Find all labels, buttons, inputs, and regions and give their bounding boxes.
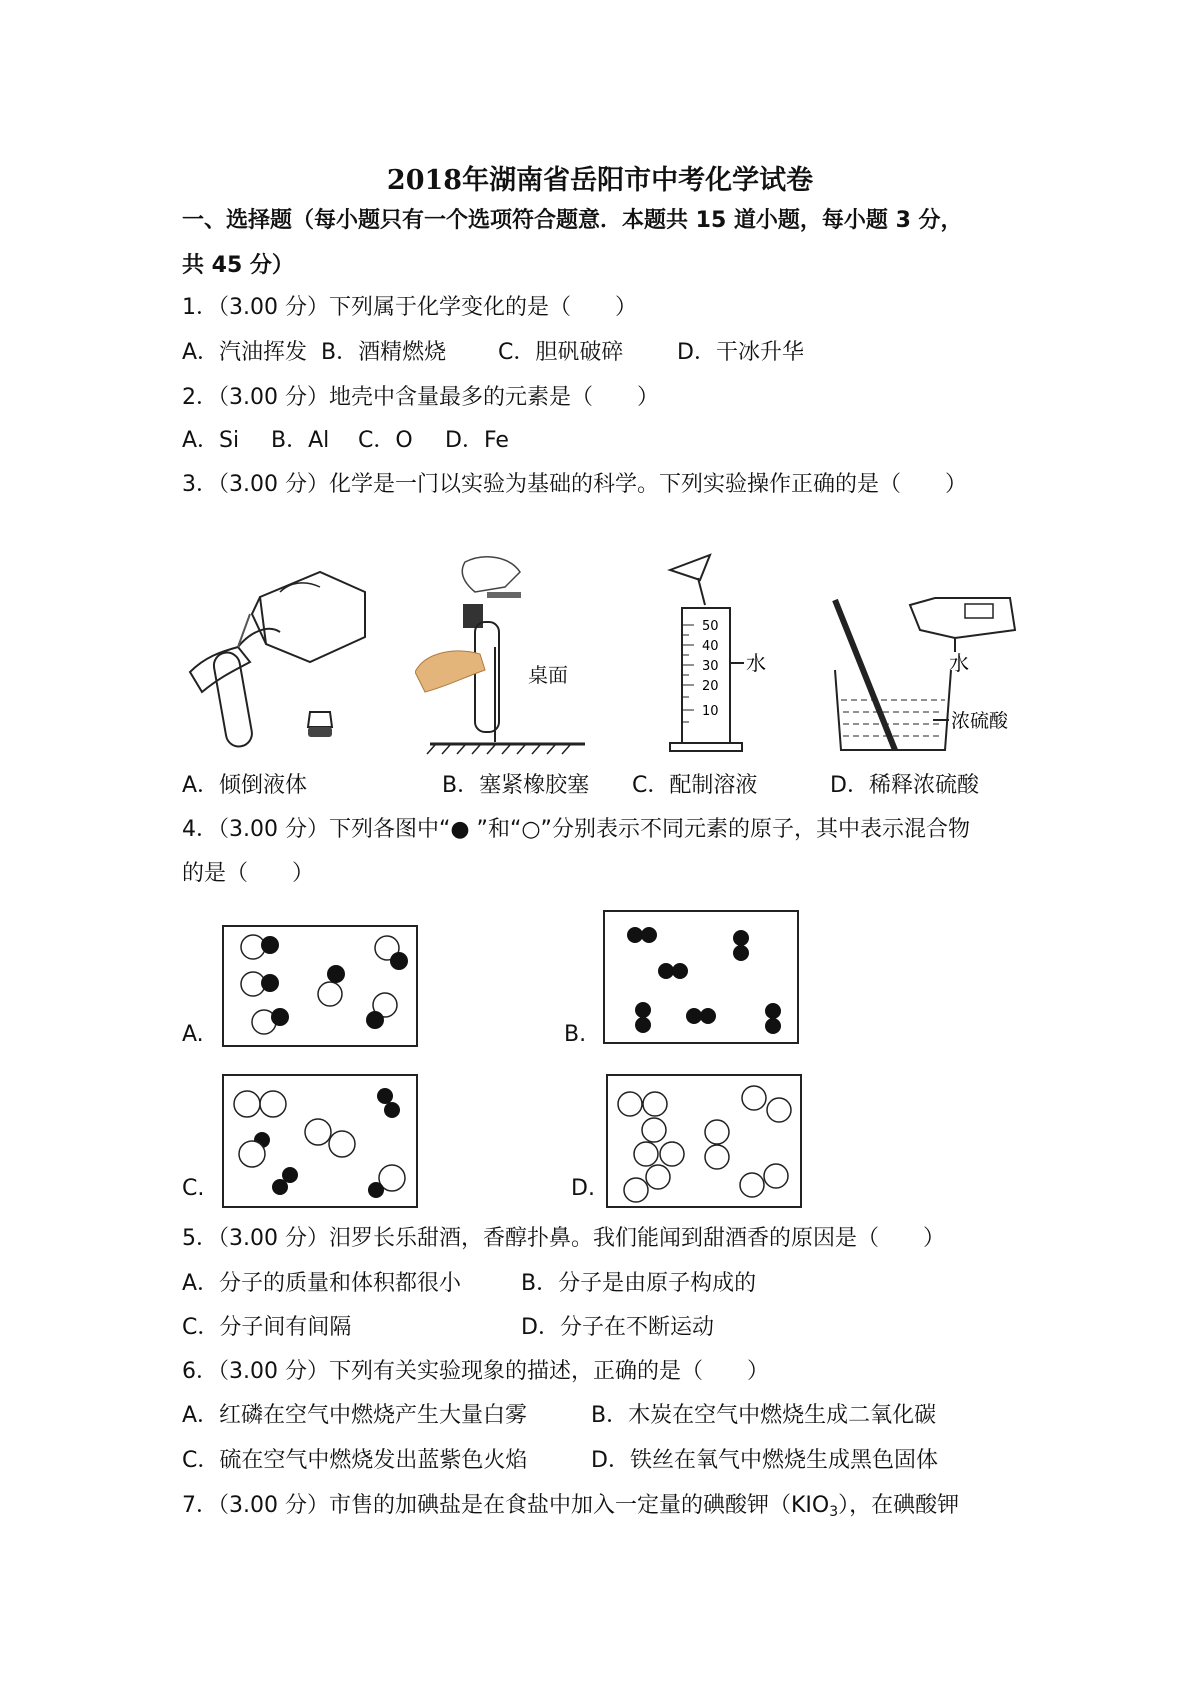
- q3-option-a[interactable]: A．倾倒液体: [182, 773, 308, 798]
- q7-stem-tail: ），在碘酸钾: [838, 1493, 960, 1518]
- q2-option-d[interactable]: D．Fe: [445, 428, 509, 453]
- q6-option-b[interactable]: B．木炭在空气中燃烧生成二氧化碳: [591, 1403, 937, 1428]
- q7-subscript: 3: [829, 1504, 839, 1520]
- q4-option-b[interactable]: B.: [564, 1022, 587, 1047]
- q6-stem: 6．（3.00 分）下列有关实验现象的描述，正确的是（ ）: [182, 1359, 769, 1384]
- q1-option-d[interactable]: D．干冰升华: [677, 340, 804, 365]
- figure-insert-stopper: [415, 552, 595, 757]
- q6-options-row2: [182, 1443, 938, 1474]
- q2-option-b[interactable]: B．Al: [271, 428, 330, 453]
- q3-option-b[interactable]: B．塞紧橡胶塞: [442, 773, 590, 798]
- q2-option-c[interactable]: C．O: [358, 428, 413, 453]
- q6-option-d[interactable]: D．铁丝在氧气中燃烧生成黑色固体: [591, 1448, 938, 1473]
- q6-options-row1: [182, 1398, 936, 1429]
- q1-option-a[interactable]: A．汽油挥发: [182, 340, 308, 365]
- q7-stem: [182, 1488, 959, 1520]
- q3-option-c[interactable]: C．配制溶液: [632, 773, 758, 798]
- molecule-box-c: [222, 1074, 418, 1208]
- tick-30: 30: [702, 659, 719, 674]
- q2-options: [182, 423, 509, 454]
- q5-option-c[interactable]: C．分子间有间隔: [182, 1315, 352, 1340]
- q4-option-d[interactable]: D.: [571, 1176, 595, 1201]
- tick-40: 40: [702, 639, 719, 654]
- q2-option-a[interactable]: A．Si: [182, 428, 240, 453]
- q5-option-d[interactable]: D．分子在不断运动: [521, 1315, 714, 1340]
- label-concentrated-acid: 浓硫酸: [951, 710, 1009, 732]
- section-heading-line1: 一、选择题（每小题只有一个选项符合题意．本题共 15 道小题，每小题 3 分，: [182, 208, 963, 233]
- tick-50: 50: [702, 619, 719, 634]
- figure-pour-liquid: [180, 552, 370, 757]
- q2-stem: 2．（3.00 分）地壳中含量最多的元素是（ ）: [182, 385, 659, 410]
- page-title: 2018年湖南省岳阳市中考化学试卷: [386, 165, 814, 196]
- figure-measuring-cylinder: [660, 550, 800, 760]
- figure-dilute-acid: [825, 590, 1025, 760]
- section-heading-line2: 共 45 分）: [182, 253, 294, 278]
- q5-option-b[interactable]: B．分子是由原子构成的: [521, 1271, 757, 1296]
- q6-option-a[interactable]: A．红磷在空气中燃烧产生大量白雾: [182, 1403, 528, 1428]
- q1-option-b[interactable]: B．酒精燃烧: [321, 340, 447, 365]
- q4-option-a[interactable]: A.: [182, 1022, 204, 1047]
- molecule-box-b: [603, 910, 799, 1044]
- q7-stem-main: 7．（3.00 分）市售的加碘盐是在食盐中加入一定量的碘酸钾（KIO: [182, 1493, 830, 1518]
- q1-stem: 1．（3.00 分）下列属于化学变化的是（ ）: [182, 295, 637, 320]
- q1-options: [182, 335, 804, 366]
- q4-stem-line1: 4．（3.00 分）下列各图中“● ”和“○”分别表示不同元素的原子，其中表示混合物: [182, 817, 970, 842]
- q5-options-row2: [182, 1310, 714, 1341]
- label-water-d: 水: [949, 651, 969, 675]
- tick-20: 20: [702, 679, 719, 694]
- q5-options-row1: [182, 1266, 756, 1297]
- q3-stem: 3．（3.00 分）化学是一门以实验为基础的科学。下列实验操作正确的是（ ）: [182, 472, 967, 497]
- q5-stem: 5．（3.00 分）汨罗长乐甜酒，香醇扑鼻。我们能闻到甜酒香的原因是（ ）: [182, 1226, 945, 1251]
- q6-option-c[interactable]: C．硫在空气中燃烧发出蓝紫色火焰: [182, 1448, 528, 1473]
- q4-option-c[interactable]: C.: [182, 1176, 205, 1201]
- q1-option-c[interactable]: C．胆矾破碎: [498, 340, 624, 365]
- molecule-box-d: [606, 1074, 802, 1208]
- q5-option-a[interactable]: A．分子的质量和体积都很小: [182, 1271, 462, 1296]
- label-water-c: 水: [746, 651, 766, 675]
- q4-stem-line2: 的是（ ）: [182, 861, 315, 886]
- molecule-box-a: [222, 925, 418, 1047]
- tick-10: 10: [702, 704, 719, 719]
- label-desk: 桌面: [528, 663, 568, 687]
- q3-option-d[interactable]: D．稀释浓硫酸: [830, 773, 979, 798]
